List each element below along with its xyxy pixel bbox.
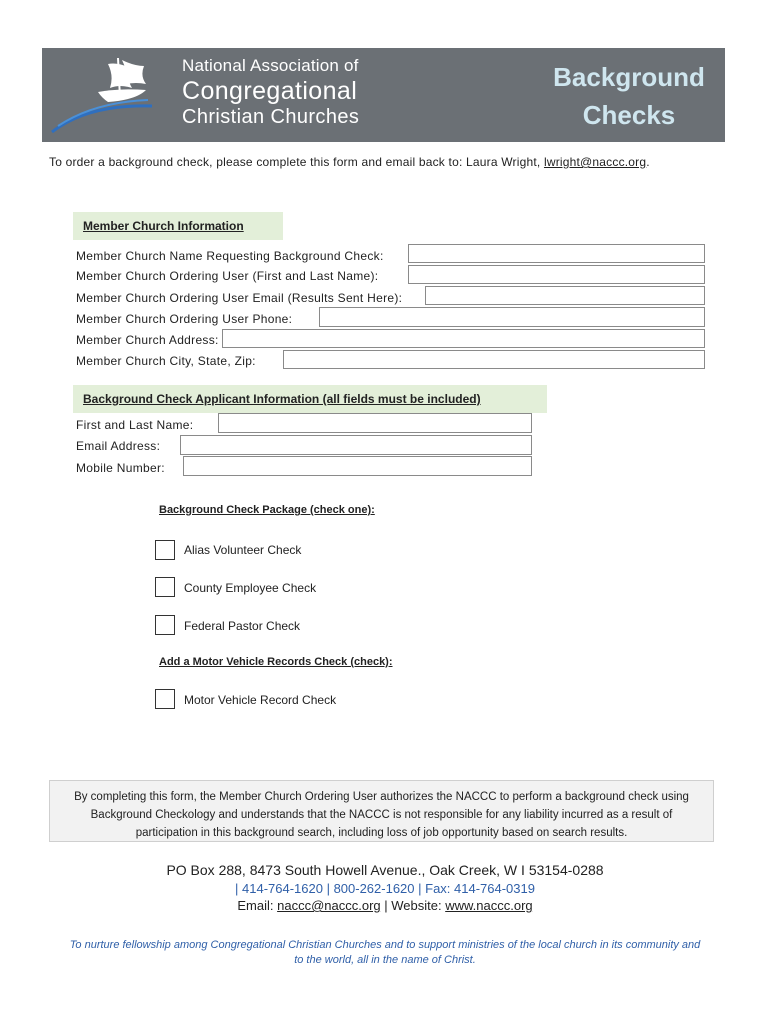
sailing-ship-logo-icon: [48, 52, 158, 136]
member-church-name-field[interactable]: [408, 244, 705, 263]
website-link[interactable]: www.naccc.org: [445, 898, 533, 913]
motor-vehicle-label: Motor Vehicle Record Check: [184, 693, 337, 707]
member-church-name-label: Member Church Name Requesting Background Check:: [76, 249, 384, 263]
website-prefix: | Website:: [380, 898, 446, 913]
applicant-name-field[interactable]: [218, 413, 532, 433]
document-title: [549, 58, 709, 134]
phone-numbers: | 414-764-1620 | 800-262-1620 | Fax: 414-764-0319: [235, 881, 535, 896]
naccc-email-link[interactable]: naccc@naccc.org: [277, 898, 381, 913]
intro-text: [49, 155, 650, 169]
intro-sentence: To order a background check, please complete this form and email back to: Laura Wright,: [49, 155, 544, 169]
consent-notice: [49, 780, 714, 842]
applicant-section-heading: [73, 385, 547, 413]
email-prefix: Email:: [237, 898, 278, 913]
org-name-line3: Christian Churches: [182, 106, 360, 128]
county-employee-checkbox[interactable]: [155, 577, 175, 597]
mission-line1: To nurture fellowship among Congregational Christian Churches and to support ministries of the local church in its community and: [69, 939, 701, 951]
ordering-user-phone-field[interactable]: [319, 307, 705, 327]
alias-volunteer-label: Alias Volunteer Check: [184, 543, 302, 557]
document-title-line2: Checks: [582, 100, 676, 130]
consent-line3: participation in this background search, including loss of job opportunity based on search results.: [135, 827, 628, 839]
member-section-heading-text: Member Church Information: [83, 219, 244, 233]
ordering-user-name-field[interactable]: [408, 265, 705, 284]
ordering-user-phone-label: Member Church Ordering User Phone:: [76, 312, 293, 326]
applicant-name-label: First and Last Name:: [76, 418, 194, 432]
email-website-line: [0, 898, 770, 913]
motor-vehicle-heading: Add a Motor Vehicle Records Check (check):: [159, 656, 393, 668]
member-church-address-field[interactable]: [222, 329, 705, 348]
applicant-email-label: Email Address:: [76, 439, 161, 453]
intro-end: .: [646, 155, 650, 169]
county-employee-label: County Employee Check: [184, 581, 317, 595]
ordering-user-name-label: Member Church Ordering User (First and Last Name):: [76, 269, 379, 283]
postal-address: PO Box 288, 8473 South Howell Avenue., Oak Creek, W I 53154-0288: [166, 862, 604, 878]
member-section-heading: [73, 212, 283, 240]
motor-vehicle-checkbox[interactable]: [155, 689, 175, 709]
alias-volunteer-checkbox[interactable]: [155, 540, 175, 560]
document-title-line1: Background: [553, 62, 705, 92]
federal-pastor-checkbox[interactable]: [155, 615, 175, 635]
applicant-mobile-field[interactable]: [183, 456, 532, 476]
org-name-line1: National Association of: [182, 56, 359, 75]
ordering-user-email-label: Member Church Ordering User Email (Results Sent Here):: [76, 291, 403, 305]
mission-statement: [60, 938, 710, 968]
header-banner: [42, 48, 725, 142]
ordering-user-email-field[interactable]: [425, 286, 705, 305]
consent-line2: Background Checkology and understands that the NACCC is not responsible for any liability incurred as a result of: [90, 809, 673, 821]
applicant-section-heading-text: Background Check Applicant Information (all fields must be included): [83, 392, 481, 406]
mission-line2: to the world, all in the name of Christ.: [294, 954, 476, 966]
contact-email-link[interactable]: lwright@naccc.org: [543, 155, 647, 169]
consent-line1: By completing this form, the Member Church Ordering User authorizes the NACCC to perform a background check using: [74, 791, 689, 803]
org-name-line2: Congregational: [182, 77, 358, 105]
package-heading: Background Check Package (check one):: [159, 504, 375, 516]
applicant-email-field[interactable]: [180, 435, 532, 455]
member-church-city-label: Member Church City, State, Zip:: [76, 354, 256, 368]
federal-pastor-label: Federal Pastor Check: [184, 619, 301, 633]
member-church-city-field[interactable]: [283, 350, 705, 369]
applicant-mobile-label: Mobile Number:: [76, 461, 165, 475]
member-church-address-label: Member Church Address:: [76, 333, 219, 347]
